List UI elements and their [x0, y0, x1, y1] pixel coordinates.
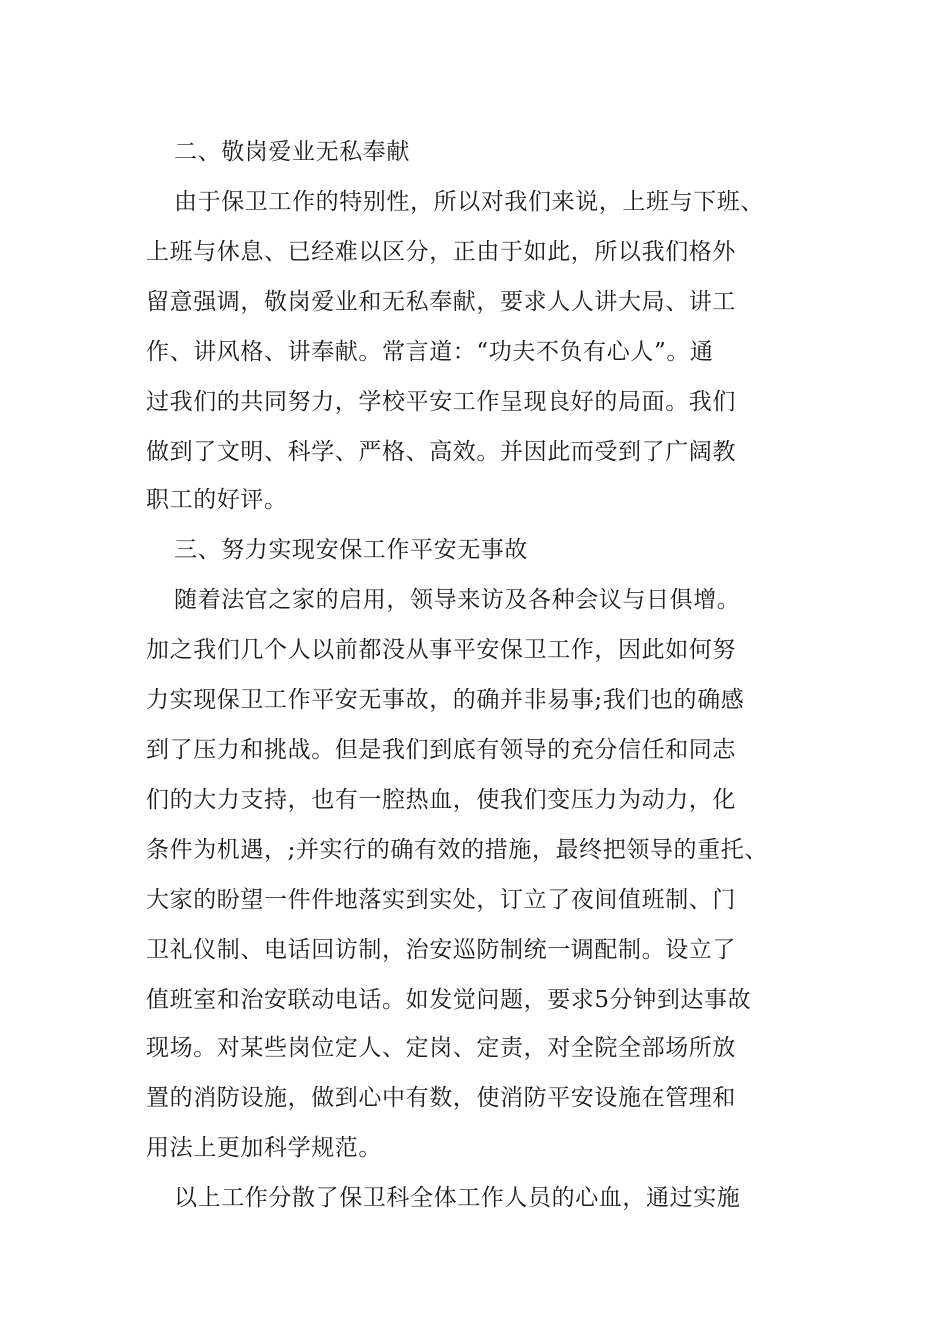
paragraph-line: 用法上更加科学规范。: [146, 1135, 382, 1161]
paragraph-line: 大家的盼望一件件地落实到实处，订立了夜间值班制、门: [146, 887, 736, 913]
paragraph-line: 到了压力和挑战。但是我们到底有领导的充分信任和同志: [146, 737, 736, 763]
paragraph-line: 做到了文明、科学、严格、高效。并因此而受到了广阔教: [146, 439, 736, 465]
paragraph-line: 过我们的共同努力，学校平安工作呈现良好的局面。我们: [146, 389, 736, 415]
paragraph-line: 作、讲风格、讲奉献。常言道：“功夫不负有心人”。通: [146, 339, 714, 365]
paragraph-line: 力实现保卫工作平安无事故，的确并非易事;我们也的确感: [146, 687, 745, 713]
paragraph-line: 现场。对某些岗位定人、定岗、定责，对全院全部场所放: [146, 1035, 736, 1061]
paragraph-line: 值班室和治安联动电话。如发觉问题，要求5分钟到达事故: [146, 987, 752, 1013]
paragraph-line: 留意强调，敬岗爱业和无私奉献，要求人人讲大局、讲工: [146, 289, 736, 315]
section-heading-3: 三、努力实现安保工作平安无事故: [174, 537, 528, 563]
paragraph-line: 以上工作分散了保卫科全体工作人员的心血，通过实施: [174, 1185, 741, 1211]
paragraph-line: 由于保卫工作的特别性，所以对我们来说，上班与下班、: [174, 189, 764, 215]
section-heading-2: 二、敬岗爱业无私奉献: [174, 139, 410, 165]
paragraph-line: 条件为机遇，;并实行的确有效的措施，最终把领导的重托、: [146, 837, 768, 863]
paragraph-line: 加之我们几个人以前都没从事平安保卫工作，因此如何努: [146, 637, 736, 663]
paragraph-line: 上班与休息、已经难以区分，正由于如此，所以我们格外: [146, 239, 736, 265]
paragraph-line: 们的大力支持，也有一腔热血，使我们变压力为动力，化: [146, 787, 736, 813]
paragraph-line: 卫礼仪制、电话回访制，治安巡防制统一调配制。设立了: [146, 937, 736, 963]
paragraph-line: 置的消防设施，做到心中有数，使消防平安设施在管理和: [146, 1085, 736, 1111]
paragraph-line: 职工的好评。: [146, 487, 288, 513]
paragraph-line: 随着法官之家的启用，领导来访及各种会议与日俱增。: [174, 587, 741, 613]
